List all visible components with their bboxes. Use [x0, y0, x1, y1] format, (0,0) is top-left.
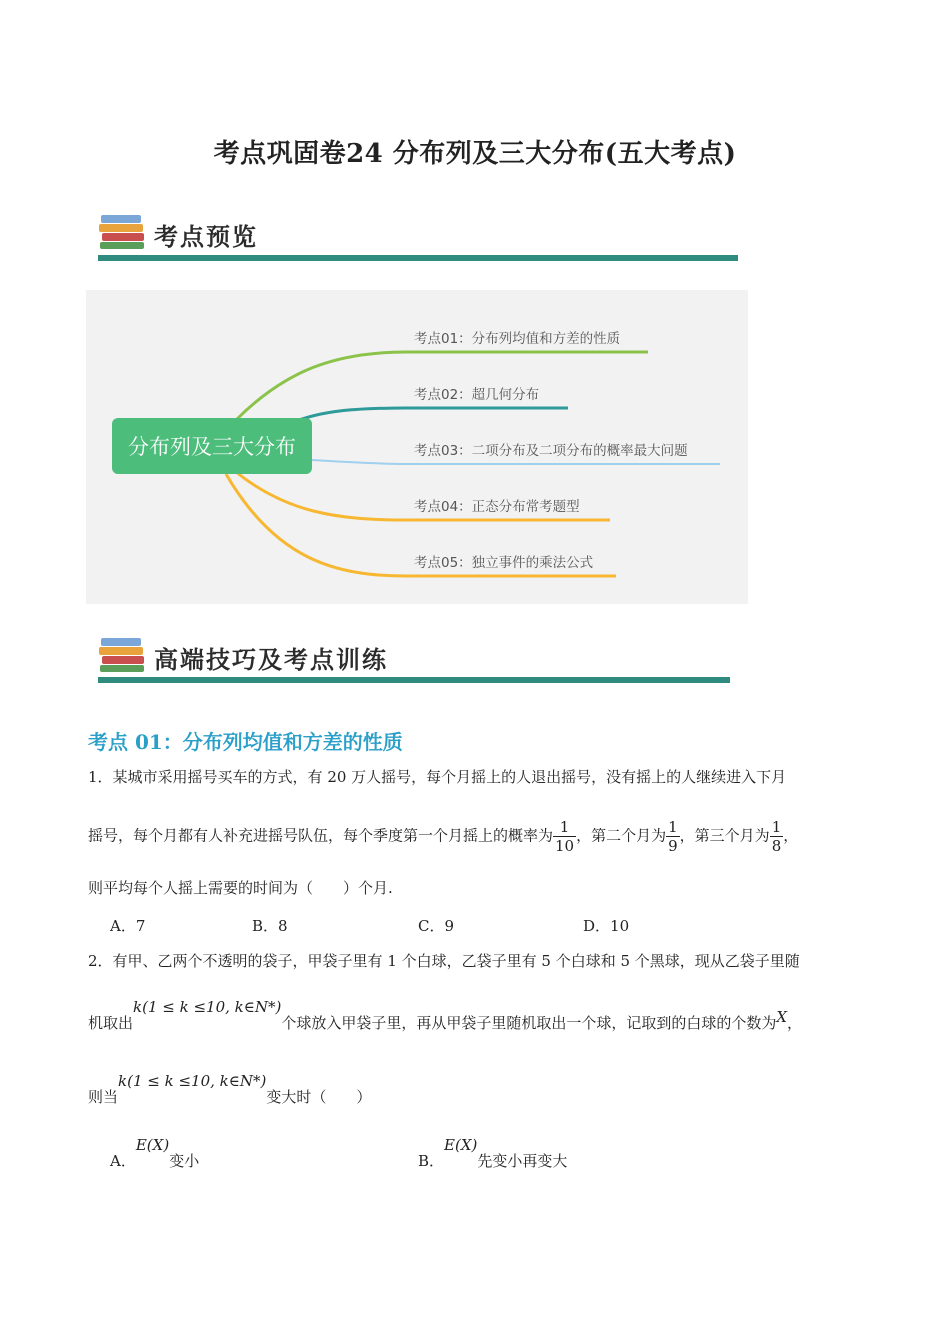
- frac-numerator: 1: [771, 818, 782, 836]
- q1-option-b: B．8: [252, 917, 288, 935]
- q1-text-b: ，第二个月为: [576, 826, 667, 845]
- mindmap: [86, 290, 748, 604]
- q2-condition: k(1 ≤ k ≤10, k∈N*): [133, 998, 282, 1016]
- q2-condition: k(1 ≤ k ≤10, k∈N*): [118, 1072, 267, 1090]
- mindmap-item-02: 考点02：超几何分布: [414, 387, 540, 403]
- books-icon: [98, 211, 148, 251]
- section-banner-training: [98, 628, 730, 688]
- q1-option-a: A．7: [110, 917, 146, 935]
- section-banner-preview: [98, 205, 738, 265]
- q2-text-c: ，: [787, 1014, 803, 1032]
- option-label: B．: [418, 1152, 445, 1170]
- q1-line2: [88, 818, 798, 855]
- q1-option-c: C．9: [418, 917, 455, 935]
- q1-text-d: ，: [783, 826, 799, 845]
- q2-line1: 2．有甲、乙两个不透明的袋子，甲袋子里有 1 个白球，乙袋子里有 5 个白球和 5 个黑球，现从乙袋子里随: [88, 952, 800, 970]
- q2-line2: [88, 998, 803, 1032]
- q2-text-a: 机取出: [88, 1014, 134, 1032]
- mindmap-item-04: 考点04：正态分布常考题型: [414, 499, 580, 515]
- banner-underline: [98, 677, 730, 683]
- frac-numerator: 1: [559, 818, 570, 836]
- q1-option-d: D．10: [583, 917, 630, 935]
- banner-underline: [98, 255, 738, 261]
- q2-option-b: [418, 1136, 568, 1171]
- option-math: E(X): [135, 1136, 170, 1154]
- q2-var-x: X: [776, 1008, 788, 1026]
- q2-option-a: [110, 1136, 200, 1171]
- page-title: 考点巩固卷24 分布列及三大分布(五大考点): [213, 139, 737, 169]
- frac-numerator: 1: [668, 818, 678, 836]
- q1-line1: 1．某城市采用摇号买车的方式，有 20 万人摇号，每个月摇上的人退出摇号，没有摇上的人继续进入下月: [88, 768, 787, 786]
- books-icon: [98, 634, 148, 674]
- q2-line3: [88, 1072, 372, 1106]
- q1-text-c: ，第三个月为: [679, 826, 770, 845]
- mindmap-item-01: 考点01：分布列均值和方差的性质: [414, 331, 621, 347]
- q2-text-e: 变大时（ ）: [266, 1088, 372, 1106]
- q2-text-b: 个球放入甲袋子里，再从甲袋子里随机取出一个球，记取到的白球的个数为: [281, 1014, 777, 1032]
- fraction-1-8: [770, 818, 784, 855]
- banner-label: 考点预览: [154, 223, 258, 251]
- mindmap-item-05: 考点05：独立事件的乘法公式: [414, 555, 594, 571]
- mindmap-center-node: 分布列及三大分布: [112, 418, 312, 474]
- q2-text-d: 则当: [88, 1088, 119, 1106]
- frac-denominator: 9: [668, 837, 678, 855]
- section-heading: 考点 01：分布列均值和方差的性质: [88, 730, 403, 754]
- option-text: 变小: [169, 1152, 200, 1170]
- frac-denominator: 10: [555, 837, 575, 855]
- option-label: A．: [110, 1152, 136, 1170]
- fraction-1-9: [666, 818, 680, 855]
- q1-text-a: 摇号，每个月都有人补充进摇号队伍，每个季度第一个月摇上的概率为: [88, 826, 554, 845]
- banner-label: 高端技巧及考点训练: [154, 646, 388, 674]
- option-math: E(X): [444, 1136, 478, 1154]
- option-text: 先变小再变大: [477, 1152, 568, 1170]
- mindmap-item-03: 考点03：二项分布及二项分布的概率最大问题: [414, 443, 688, 459]
- frac-denominator: 8: [771, 837, 782, 855]
- q1-line3: 则平均每个人摇上需要的时间为（ ）个月.: [88, 879, 393, 897]
- fraction-1-10: [553, 818, 576, 855]
